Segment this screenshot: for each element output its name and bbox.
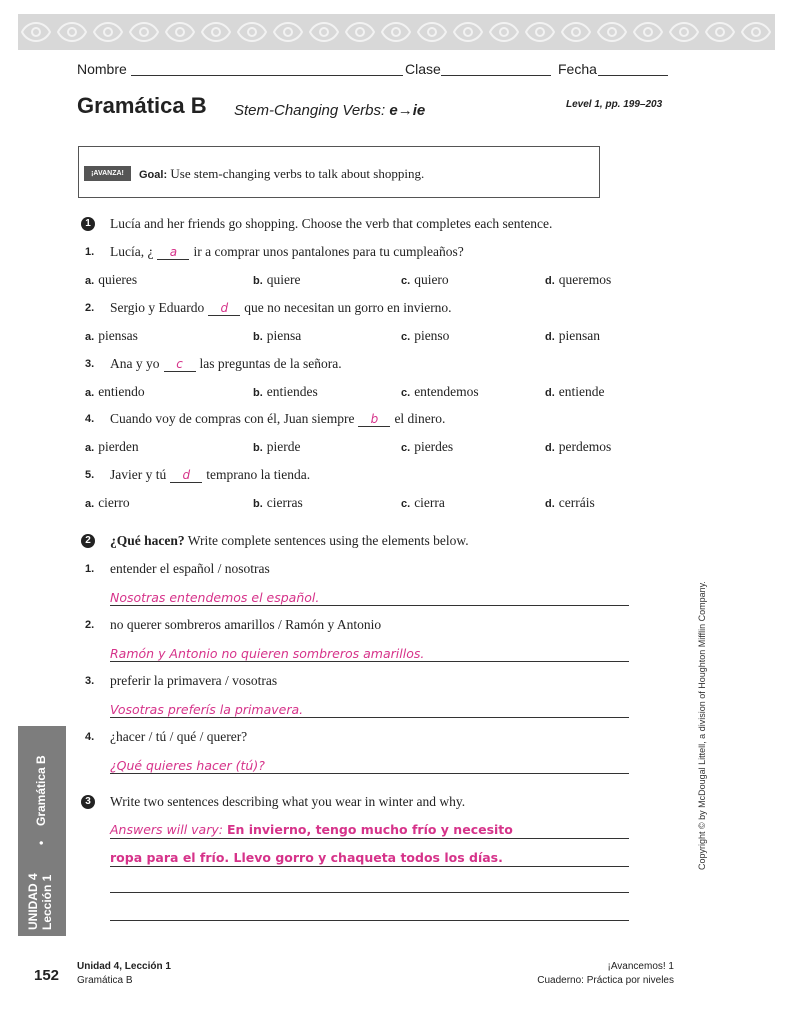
option-text: pienso [414,328,450,343]
option-text: cierras [266,495,303,510]
option-letter: c. [401,275,411,287]
option-text: piensa [266,328,302,343]
answer-line [110,605,629,606]
question-number: 2. [85,302,95,314]
option-5-a[interactable] [85,495,130,511]
option-text: pierde [266,439,301,454]
prompt-number: 3. [85,675,95,687]
question-number: 1. [85,246,95,258]
option-1-a[interactable] [85,272,137,288]
answer-blank[interactable]: d [170,469,202,483]
answers-will-vary: Answers will vary: [110,822,223,837]
activity-1-instruction: Lucía and her friends go shopping. Choose the verb that completes each sentence. [110,216,553,231]
question-text-before: Lucía, ¿ [110,244,154,259]
answer-sentence-1: En invierno, tengo mucho frío y necesito [226,822,513,837]
option-2-c[interactable] [401,328,449,344]
decorative-header-band [18,14,775,50]
activity-3-answer-line-1[interactable] [110,822,513,837]
question-number: 4. [85,413,95,425]
question-text-before: Sergio y Eduardo [110,300,205,315]
option-letter: c. [401,498,411,510]
option-letter: c. [401,331,411,343]
question-text-before: Cuando voy de compras con él, Juan siempre [110,411,355,426]
activity-2-text: Write complete sentences using the elements below. [187,533,469,548]
question-text-before: Javier y tú [110,467,167,482]
option-1-d[interactable] [545,272,611,288]
activity-3-instruction: Write two sentences describing what you wear in winter and why. [110,794,466,809]
question-1 [110,244,464,260]
option-4-a[interactable] [85,439,139,455]
option-text: cierra [414,495,445,510]
activity-1-badge: 1 [81,217,95,231]
option-letter: d. [545,387,555,399]
option-text: quiere [266,272,301,287]
fecha-field[interactable] [598,75,668,76]
side-tab-section: Gramática B [34,755,48,826]
option-4-d[interactable] [545,439,611,455]
option-text: entiende [558,384,605,399]
option-letter: b. [253,387,263,399]
answer-2[interactable]: Ramón y Antonio no quieren sombreros amarillos. [110,646,425,661]
goal-description: Use stem-changing verbs to talk about shopping. [170,166,425,181]
option-letter: b. [253,498,263,510]
option-text: pierden [98,439,139,454]
option-letter: d. [545,442,555,454]
option-2-d[interactable] [545,328,600,344]
option-text: perdemos [558,439,612,454]
option-3-b[interactable] [253,384,318,400]
goal-text [139,166,424,182]
footer-book: ¡Avancemos! 1 [607,961,674,972]
option-3-a[interactable] [85,384,145,400]
option-letter: d. [545,331,555,343]
activity-3-answer-line-2[interactable]: ropa para el frío. Llevo gorro y chaqueta todos los días. [110,850,503,865]
goal-label: Goal: [139,169,168,181]
question-5 [110,467,310,483]
answer-line [110,717,629,718]
answer-blank[interactable]: c [164,358,196,372]
activity-2-instruction [110,533,469,549]
question-number: 5. [85,469,95,481]
activity-3-badge: 3 [81,795,95,809]
subtitle-bold: e→ie [389,102,426,119]
clase-label: Clase [405,61,441,77]
option-letter: c. [401,442,411,454]
option-4-c[interactable] [401,439,453,455]
option-letter: b. [253,442,263,454]
fecha-label: Fecha [558,61,597,77]
clase-field[interactable] [441,75,551,76]
page-subtitle [234,102,425,119]
option-letter: a. [85,331,95,343]
option-text: pierdes [414,439,454,454]
option-letter: a. [85,387,95,399]
option-text: quiero [414,272,449,287]
prompt-2: no querer sombreros amarillos / Ramón y Antonio [110,617,382,632]
option-letter: a. [85,442,95,454]
question-text-after: el dinero. [394,411,446,426]
prompt-3: preferir la primavera / vosotras [110,673,278,688]
option-letter: b. [253,275,263,287]
subtitle-prefix: Stem-Changing Verbs: [234,102,390,119]
page-number: 152 [34,967,60,984]
footer-unit: Unidad 4, Lección 1 [77,961,171,972]
option-letter: b. [253,331,263,343]
side-tab-separator: • [34,840,48,845]
answer-line-blank[interactable] [110,892,629,893]
option-letter: a. [85,275,95,287]
question-text-after: que no necesitan un gorro en invierno. [244,300,452,315]
option-3-c[interactable] [401,384,479,400]
prompt-4: ¿hacer / tú / qué / querer? [110,729,248,744]
prompt-number: 1. [85,563,95,575]
answer-line [110,866,629,867]
activity-2-title: ¿Qué hacen? [110,533,185,548]
option-text: quieres [98,272,138,287]
question-text-after: ir a comprar unos pantalones para tu cumpleaños? [193,244,464,259]
question-number: 3. [85,358,95,370]
avanza-badge: ¡AVANZA! [84,166,131,181]
option-text: cerráis [558,495,595,510]
option-text: queremos [558,272,612,287]
option-4-b[interactable] [253,439,301,455]
answer-line-blank[interactable] [110,920,629,921]
pattern-graphic [18,14,775,50]
question-text-before: Ana y yo [110,356,160,371]
answer-line [110,661,629,662]
answer-line [110,838,629,839]
option-5-d[interactable] [545,495,595,511]
question-text-after: temprano la tienda. [206,467,311,482]
answer-line [110,773,629,774]
question-2 [110,300,452,316]
prompt-number: 2. [85,619,95,631]
side-tab-unidad: UNIDAD 4 [26,873,40,930]
answer-blank[interactable]: a [157,246,189,260]
copyright-notice: Copyright © by McDougal Littell, a division of Houghton Mifflin Company. [697,581,707,870]
option-text: cierro [98,495,130,510]
option-letter: d. [545,275,555,287]
option-1-c[interactable] [401,272,449,288]
option-1-b[interactable] [253,272,301,288]
prompt-1: entender el español / nosotras [110,561,270,576]
option-text: piensas [98,328,138,343]
level-reference: Level 1, pp. 199–203 [566,99,663,110]
answer-blank[interactable]: b [358,413,390,427]
option-3-d[interactable] [545,384,605,400]
question-text-after: las preguntas de la señora. [199,356,342,371]
option-text: entiendes [266,384,318,399]
footer-workbook: Cuaderno: Práctica por niveles [537,975,674,986]
question-3 [110,356,342,372]
option-text: entendemos [414,384,479,399]
nombre-label: Nombre [77,61,127,77]
footer-section: Gramática B [77,975,133,986]
prompt-number: 4. [85,731,95,743]
option-letter: d. [545,498,555,510]
activity-2-badge: 2 [81,534,95,548]
nombre-field[interactable] [131,75,403,76]
answer-blank[interactable]: d [208,302,240,316]
option-5-c[interactable] [401,495,445,511]
page-title: Gramática B [77,93,207,118]
answer-1[interactable]: Nosotras entendemos el español. [110,590,320,605]
option-text: entiendo [98,384,145,399]
option-5-b[interactable] [253,495,303,511]
option-2-a[interactable] [85,328,138,344]
answer-3[interactable]: Vosotras preferís la primavera. [110,702,304,717]
side-tab-leccion: Lección 1 [40,874,54,930]
option-text: piensan [558,328,601,343]
answer-4[interactable]: ¿Qué quieres hacer (tú)? [110,758,265,773]
option-2-b[interactable] [253,328,301,344]
option-letter: a. [85,498,95,510]
question-4 [110,411,445,427]
option-letter: c. [401,387,411,399]
